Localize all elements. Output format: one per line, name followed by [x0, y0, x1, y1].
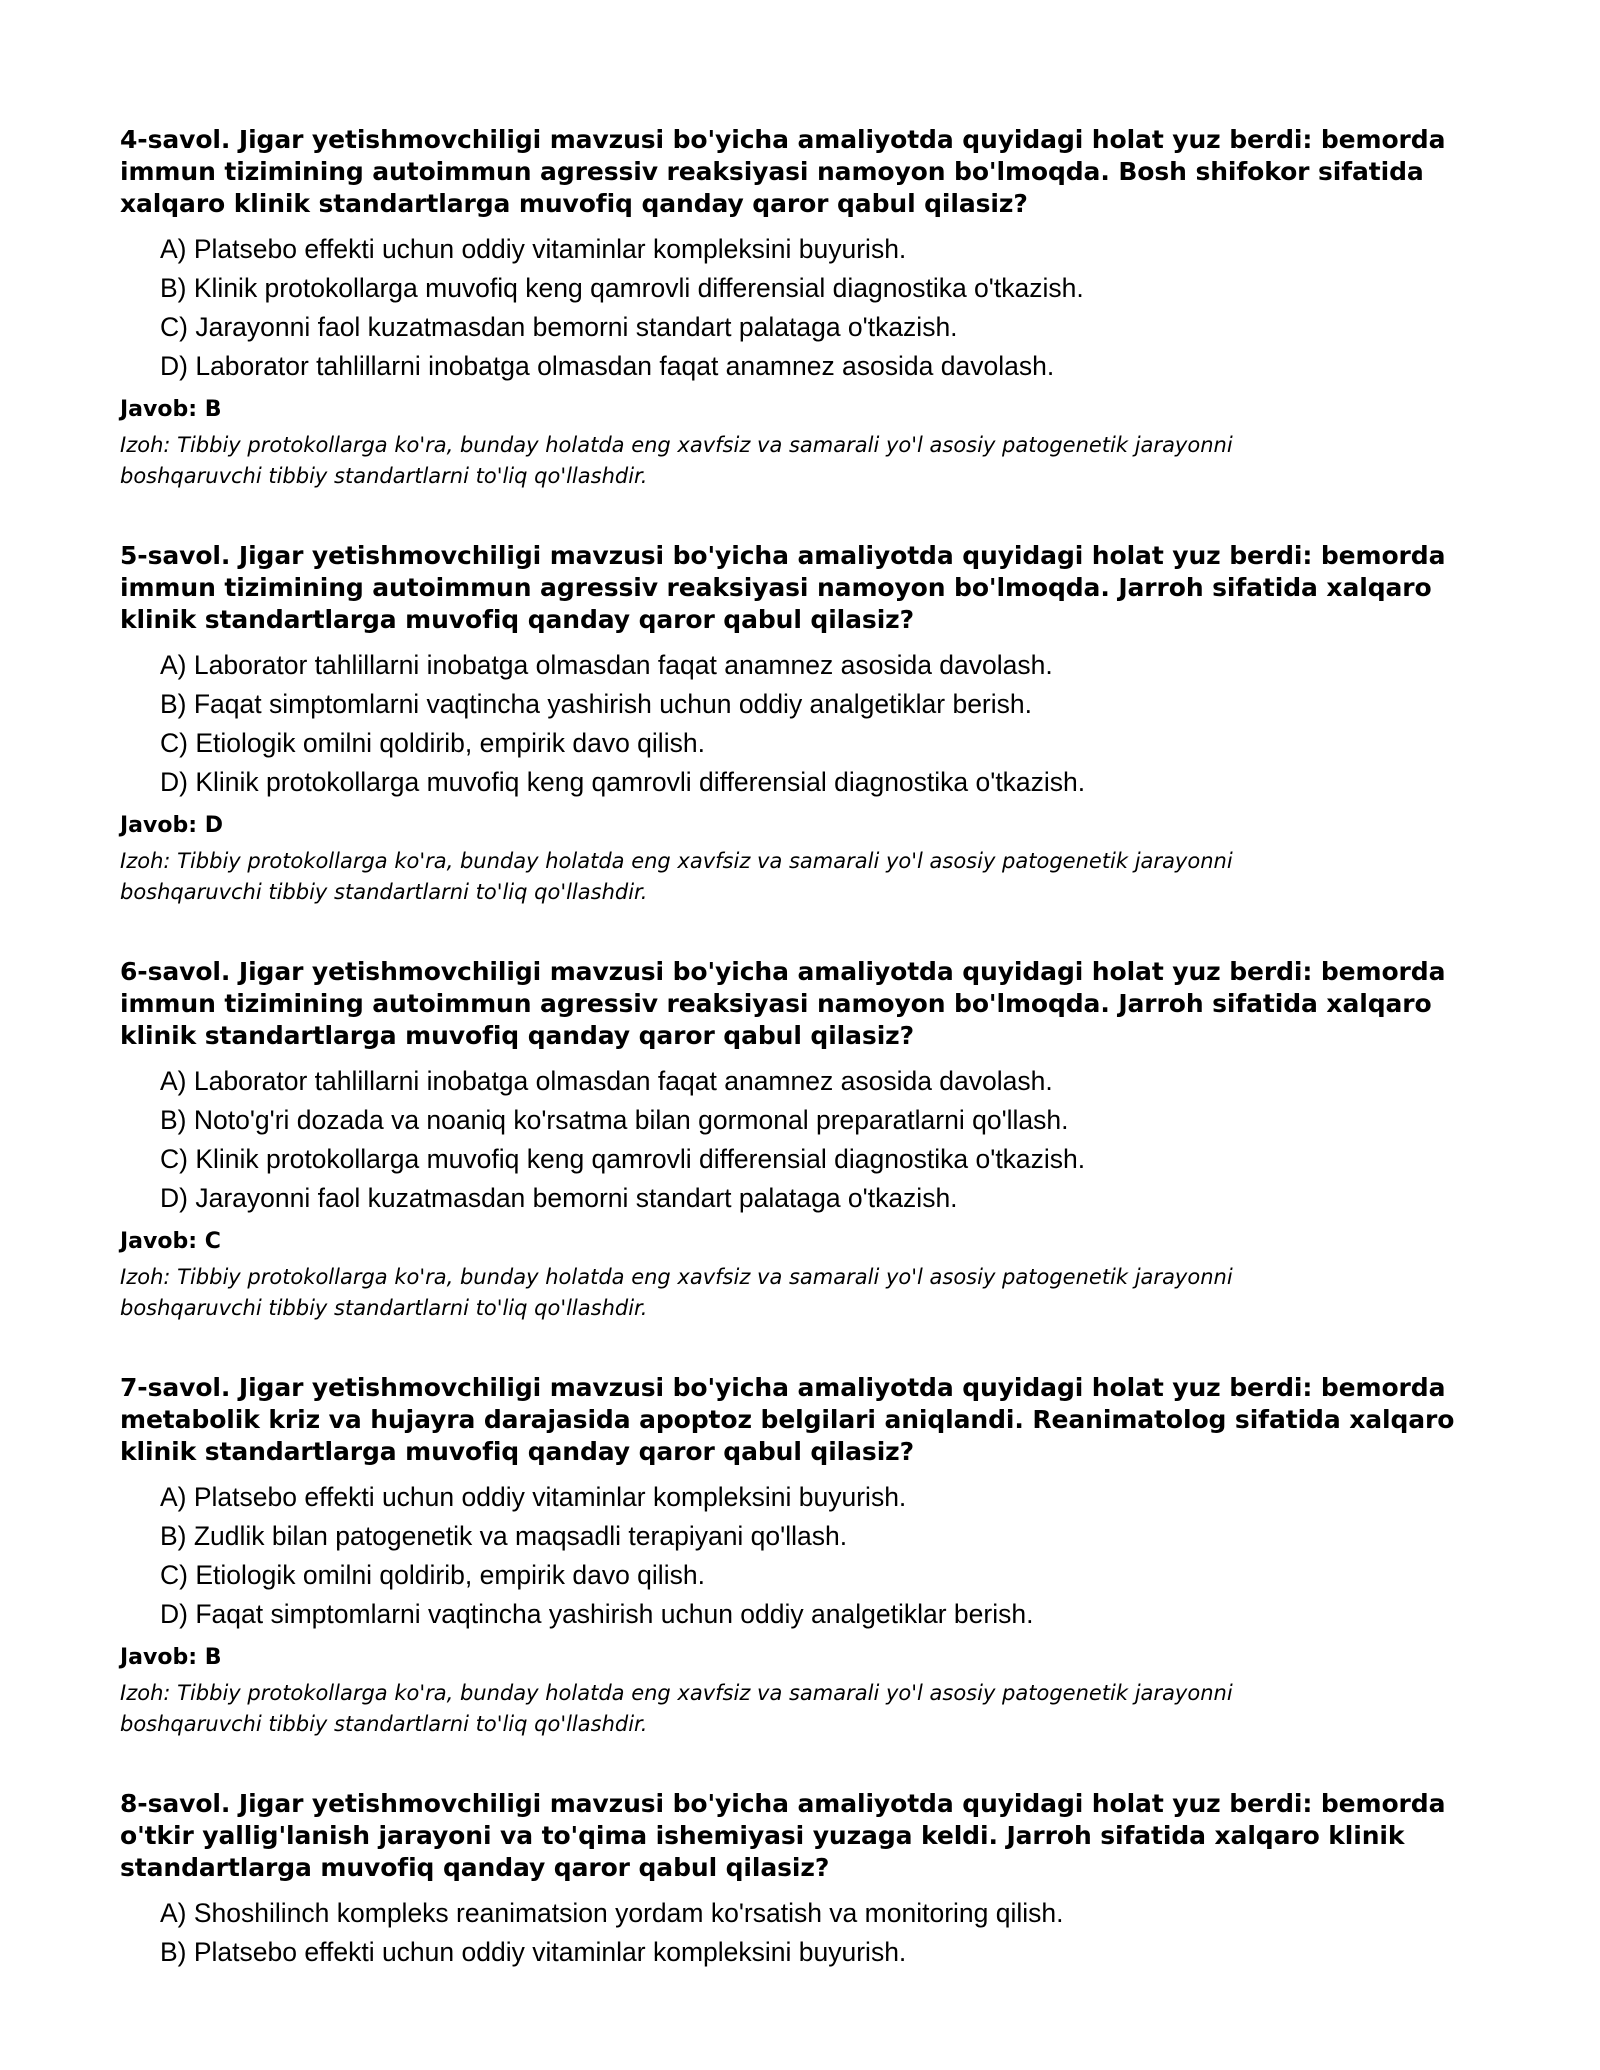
option-b: B) Zudlik bilan patogenetik va maqsadli terapiyani qo'llash. — [160, 1521, 848, 1551]
question-4 — [120, 124, 1500, 492]
question-5 — [120, 540, 1500, 908]
question-7 — [120, 1372, 1500, 1740]
explanation-note: Izoh: Tibbiy protokollarga ko'ra, bunday holatda eng xavfsiz va samarali yo'l asosiy patogenetik jarayonni boshqaruvchi tibbiy standartlarni to'liq qo'llashdir. — [120, 1681, 1233, 1736]
option-b: B) Platsebo effekti uchun oddiy vitaminlar kompleksini buyurish. — [160, 1937, 907, 1967]
question-title: 7-savol. Jigar yetishmovchiligi mavzusi bo'yicha amaliyotda quyidagi holat yuz berdi: bemorda metabolik kriz va hujayra darajasida apoptoz belgilari aniqlandi. Reanimatolog sifatida xalqaro klinik standartlarga muvofiq qanday qaror qabul qilasiz? — [120, 1373, 1455, 1466]
option-a: A) Platsebo effekti uchun oddiy vitaminlar kompleksini buyurish. — [160, 234, 907, 264]
answer-label: Javob: B — [120, 1645, 222, 1670]
option-a: A) Laborator tahlillarni inobatga olmasdan faqat anamnez asosida davolash. — [160, 650, 1053, 680]
option-b: B) Klinik protokollarga muvofiq keng qamrovli differensial diagnostika o'tkazish. — [160, 273, 1084, 303]
option-b: B) Faqat simptomlarni vaqtincha yashirish uchun oddiy analgetiklar berish. — [160, 689, 1032, 719]
option-d: D) Jarayonni faol kuzatmasdan bemorni standart palataga o'tkazish. — [160, 1183, 958, 1213]
question-title: 4-savol. Jigar yetishmovchiligi mavzusi bo'yicha amaliyotda quyidagi holat yuz berdi: bemorda immun tizimining autoimmun agressiv reaksiyasi namoyon bo'lmoqda. Bosh shifokor sifatida xalqaro klinik standartlarga muvofiq qanday qaror qabul qilasiz? — [120, 125, 1446, 218]
question-6 — [120, 956, 1500, 1324]
option-d: D) Faqat simptomlarni vaqtincha yashirish uchun oddiy analgetiklar berish. — [160, 1599, 1034, 1629]
option-a: A) Platsebo effekti uchun oddiy vitaminlar kompleksini buyurish. — [160, 1482, 907, 1512]
question-title: 5-savol. Jigar yetishmovchiligi mavzusi bo'yicha amaliyotda quyidagi holat yuz berdi: bemorda immun tizimining autoimmun agressiv reaksiyasi namoyon bo'lmoqda. Jarroh sifatida xalqaro klinik standartlarga muvofiq qanday qaror qabul qilasiz? — [120, 541, 1446, 634]
option-d: D) Klinik protokollarga muvofiq keng qamrovli differensial diagnostika o'tkazish. — [160, 767, 1086, 797]
question-title: 8-savol. Jigar yetishmovchiligi mavzusi bo'yicha amaliyotda quyidagi holat yuz berdi: bemorda o'tkir yallig'lanish jarayoni va to'qima ishemiyasi yuzaga keldi. Jarroh sifatida xalqaro klinik standartlarga muvofiq qanday qaror qabul qilasiz? — [120, 1789, 1446, 1882]
question-8 — [120, 1788, 1500, 1972]
option-list — [120, 230, 1500, 386]
option-list — [120, 646, 1500, 802]
explanation-note: Izoh: Tibbiy protokollarga ko'ra, bunday holatda eng xavfsiz va samarali yo'l asosiy patogenetik jarayonni boshqaruvchi tibbiy standartlarni to'liq qo'llashdir. — [120, 849, 1233, 904]
option-c: C) Etiologik omilni qoldirib, empirik davo qilish. — [160, 728, 705, 758]
option-list — [120, 1894, 1500, 1972]
option-a: A) Laborator tahlillarni inobatga olmasdan faqat anamnez asosida davolash. — [160, 1066, 1053, 1096]
option-d: D) Laborator tahlillarni inobatga olmasdan faqat anamnez asosida davolash. — [160, 351, 1055, 381]
explanation-note: Izoh: Tibbiy protokollarga ko'ra, bunday holatda eng xavfsiz va samarali yo'l asosiy patogenetik jarayonni boshqaruvchi tibbiy standartlarni to'liq qo'llashdir. — [120, 433, 1233, 488]
option-c: C) Klinik protokollarga muvofiq keng qamrovli differensial diagnostika o'tkazish. — [160, 1144, 1086, 1174]
answer-label: Javob: B — [120, 397, 222, 422]
explanation-note: Izoh: Tibbiy protokollarga ko'ra, bunday holatda eng xavfsiz va samarali yo'l asosiy patogenetik jarayonni boshqaruvchi tibbiy standartlarni to'liq qo'llashdir. — [120, 1265, 1233, 1320]
option-list — [120, 1478, 1500, 1634]
option-list — [120, 1062, 1500, 1218]
answer-label: Javob: D — [120, 813, 223, 838]
question-title: 6-savol. Jigar yetishmovchiligi mavzusi bo'yicha amaliyotda quyidagi holat yuz berdi: bemorda immun tizimining autoimmun agressiv reaksiyasi namoyon bo'lmoqda. Jarroh sifatida xalqaro klinik standartlarga muvofiq qanday qaror qabul qilasiz? — [120, 957, 1446, 1050]
answer-label: Javob: C — [120, 1229, 221, 1254]
option-c: C) Etiologik omilni qoldirib, empirik davo qilish. — [160, 1560, 705, 1590]
option-b: B) Noto'g'ri dozada va noaniq ko'rsatma bilan gormonal preparatlarni qo'llash. — [160, 1105, 1069, 1135]
option-c: C) Jarayonni faol kuzatmasdan bemorni standart palataga o'tkazish. — [160, 312, 958, 342]
option-a: A) Shoshilinch kompleks reanimatsion yordam ko'rsatish va monitoring qilish. — [160, 1898, 1064, 1928]
